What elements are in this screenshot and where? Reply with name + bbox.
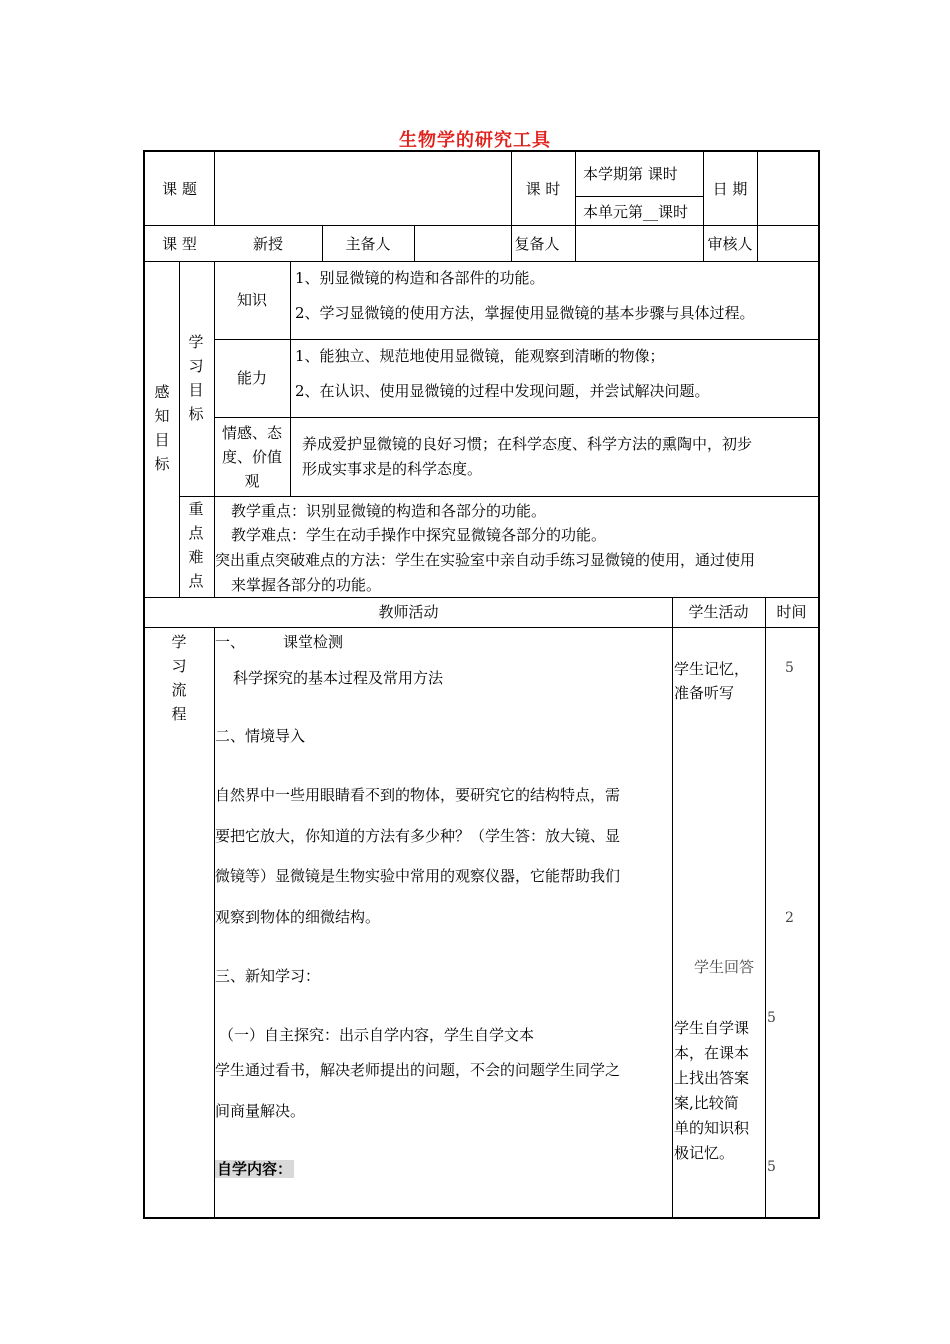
unit-period: 本单元第__课时 (583, 203, 689, 221)
section-1-title: 课堂检测 (283, 633, 344, 651)
col-divider (575, 152, 576, 261)
student-activity-text: 本，在课本 (674, 1044, 750, 1062)
document-title: 生物学的研究工具 (399, 130, 551, 151)
ability-item-1: 1、能独立、规范地使用显微镜，能观察到清晰的物像； (295, 347, 665, 365)
row-divider (575, 196, 703, 197)
col-divider (214, 152, 215, 225)
emotion-label: 观 (244, 472, 260, 490)
teaching-difficulty: 教学难点：学生在动手操作中探究显微镜各部分的功能。 (231, 526, 607, 544)
co-preparer-label: 复备人 (514, 235, 560, 253)
time-value: 5 (767, 1159, 776, 1175)
col-divider (414, 225, 415, 261)
time-value: 2 (785, 910, 794, 926)
row-divider (145, 225, 818, 226)
student-activity-text: 单的知识积 (674, 1119, 750, 1137)
section-2-paragraph: 要把它放大，你知道的方法有多少种？（学生答：放大镜、显 (215, 827, 621, 845)
row-divider (179, 496, 818, 497)
keypoints-label: 重点难点 (188, 500, 204, 590)
knowledge-label: 知识 (236, 291, 267, 309)
col-divider (290, 261, 291, 496)
date-label: 日 期 (712, 180, 748, 198)
section-3-subtitle: （一）自主探究：出示自学内容，学生自学文本 (219, 1026, 535, 1044)
row-divider (145, 597, 818, 598)
section-3-title: 三、新知学习： (215, 967, 321, 985)
student-activity-text: 学生自学课 (674, 1019, 750, 1037)
student-activity-text: 准备听写 (674, 684, 735, 702)
topic-label: 课 题 (162, 180, 197, 198)
time-value: 5 (785, 660, 794, 676)
section-1-number: 一、 (215, 633, 246, 651)
student-activity-text: 学生记忆， (674, 660, 750, 678)
row-divider (214, 417, 818, 418)
lesson-plan-table (143, 150, 820, 1219)
period-label: 课 时 (525, 180, 561, 198)
col-divider (672, 597, 673, 1217)
student-activity-text: 极记忆。 (674, 1144, 735, 1162)
col-divider (179, 261, 180, 597)
time-value: 5 (767, 1010, 776, 1026)
section-2-paragraph: 微镜等）显微镜是生物实验中常用的观察仪器，它能帮助我们 (215, 867, 621, 885)
main-preparer-label: 主备人 (345, 235, 391, 253)
time-header: 时间 (776, 603, 807, 621)
teaching-method-2: 来掌握各部分的功能。 (231, 576, 382, 594)
col-divider (757, 152, 758, 261)
teaching-method-1: 突出重点突破难点的方法：学生在实验室中亲自动手练习显微镜的使用，通过使用 (215, 551, 756, 569)
emotion-label: 度、价值 (221, 448, 282, 466)
student-activity-text: 学生回答 (693, 958, 754, 976)
teacher-activity-header: 教师活动 (378, 603, 439, 621)
row-divider (145, 261, 818, 262)
knowledge-item-1: 1、别显微镜的构造和各部件的功能。 (295, 269, 545, 287)
student-activity-text: 案,比较简 (674, 1094, 739, 1112)
type-value: 新授 (252, 235, 283, 253)
col-divider (765, 597, 766, 1217)
self-study-content-label: 自学内容： (217, 1160, 293, 1178)
learning-objectives-label: 学习目标 (188, 333, 204, 423)
row-divider (214, 339, 818, 340)
objectives-group-label: 感知目标 (154, 383, 170, 473)
type-label: 课 型 (162, 235, 197, 253)
section-2-paragraph: 观察到物体的细微结构。 (215, 908, 381, 926)
emotion-text-1: 养成爱护显微镜的良好习惯；在科学态度、科学方法的熏陶中，初步 (302, 435, 753, 453)
semester-period: 本学期第 课时 (583, 165, 678, 183)
emotion-text-2: 形成实事求是的科学态度。 (302, 460, 483, 478)
learning-flow-label: 学习流程 (171, 633, 187, 723)
knowledge-item-2: 2、学习显微镜的使用方法，掌握使用显微镜的基本步骤与具体过程。 (295, 304, 755, 322)
section-3-paragraph: 间商量解决。 (215, 1102, 306, 1120)
student-activity-text: 上找出答案 (674, 1069, 750, 1087)
ability-item-2: 2、在认识、使用显微镜的过程中发现问题，并尝试解决问题。 (295, 382, 710, 400)
row-divider (145, 627, 818, 628)
section-2-paragraph: 自然界中一些用眼睛看不到的物体，要研究它的结构特点，需 (215, 786, 621, 804)
ability-label: 能力 (236, 369, 267, 387)
emotion-label: 情感、态 (221, 424, 282, 442)
section-1-text: 科学探究的基本过程及常用方法 (233, 669, 444, 687)
student-activity-header: 学生活动 (688, 603, 749, 621)
reviewer-label: 审核人 (707, 235, 753, 253)
section-2-title: 二、情境导入 (215, 727, 306, 745)
teaching-keypoint: 教学重点：识别显微镜的构造和各部分的功能。 (231, 502, 547, 520)
section-3-paragraph: 学生通过看书，解决老师提出的问题，不会的问题学生同学之 (215, 1061, 621, 1079)
